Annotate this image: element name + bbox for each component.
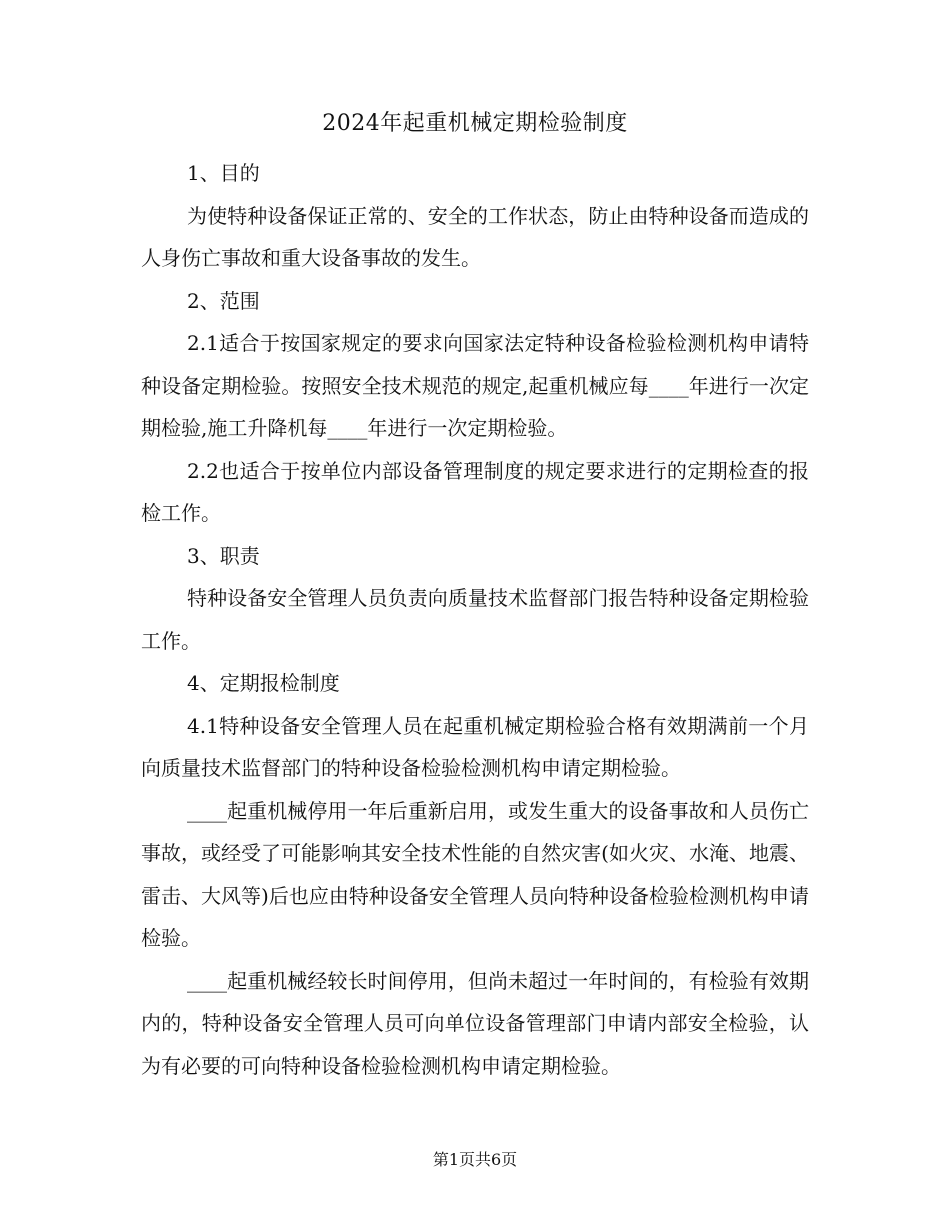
section-heading-purpose: 1、目的: [187, 161, 260, 185]
paragraph-duties: 特种设备安全管理人员负责向质量技术监督部门报告特种设备定期检验工作。: [141, 586, 809, 653]
paragraph-scope-2-1: 2.1适合于按国家规定的要求向国家法定特种设备检验检测机构申请特种设备定期检验。按照安全技术规范的规定,起重机械应每____年进行一次定期检验,施工升降机每____年进行一次定期检验。: [141, 331, 809, 440]
section-heading-scope: 2、范围: [187, 288, 260, 313]
paragraph-scope-2-2: 2.2也适合于按单位内部设备管理制度的规定要求进行的定期检查的报检工作。: [141, 458, 809, 525]
paragraph-inspection-long-idle: ____起重机械经较长时间停用，但尚未超过一年时间的，有检验有效期内的，特种设备安全管理人员可向单位设备管理部门申请内部安全检验，认为有必要的可向特种设备检验检测机构申请定期检验。: [141, 968, 809, 1078]
page-footer: 第1页共6页: [432, 1150, 518, 1169]
section-heading-duties: 3、职责: [187, 543, 260, 568]
paragraph-inspection-4-1: 4.1特种设备安全管理人员在起重机械定期检验合格有效期满前一个月向质量技术监督部门的特种设备检验检测机构申请定期检验。: [141, 713, 809, 780]
paragraph-inspection-restart: ____起重机械停用一年后重新启用，或发生重大的设备事故和人员伤亡事故，或经受了可能影响其安全技术性能的自然灾害(如火灾、水淹、地震、雷击、大风等)后也应由特种设备安全管理人员向特种设备检验检测机构申请检验。: [141, 798, 809, 950]
document-body: [141, 152, 809, 1087]
paragraph-purpose: 为使特种设备保证正常的、安全的工作状态，防止由特种设备而造成的人身伤亡事故和重大设备事故的发生。: [141, 203, 809, 270]
document-title: 2024年起重机械定期检验制度: [322, 111, 628, 136]
section-heading-inspection-system: 4、定期报检制度: [187, 671, 340, 695]
